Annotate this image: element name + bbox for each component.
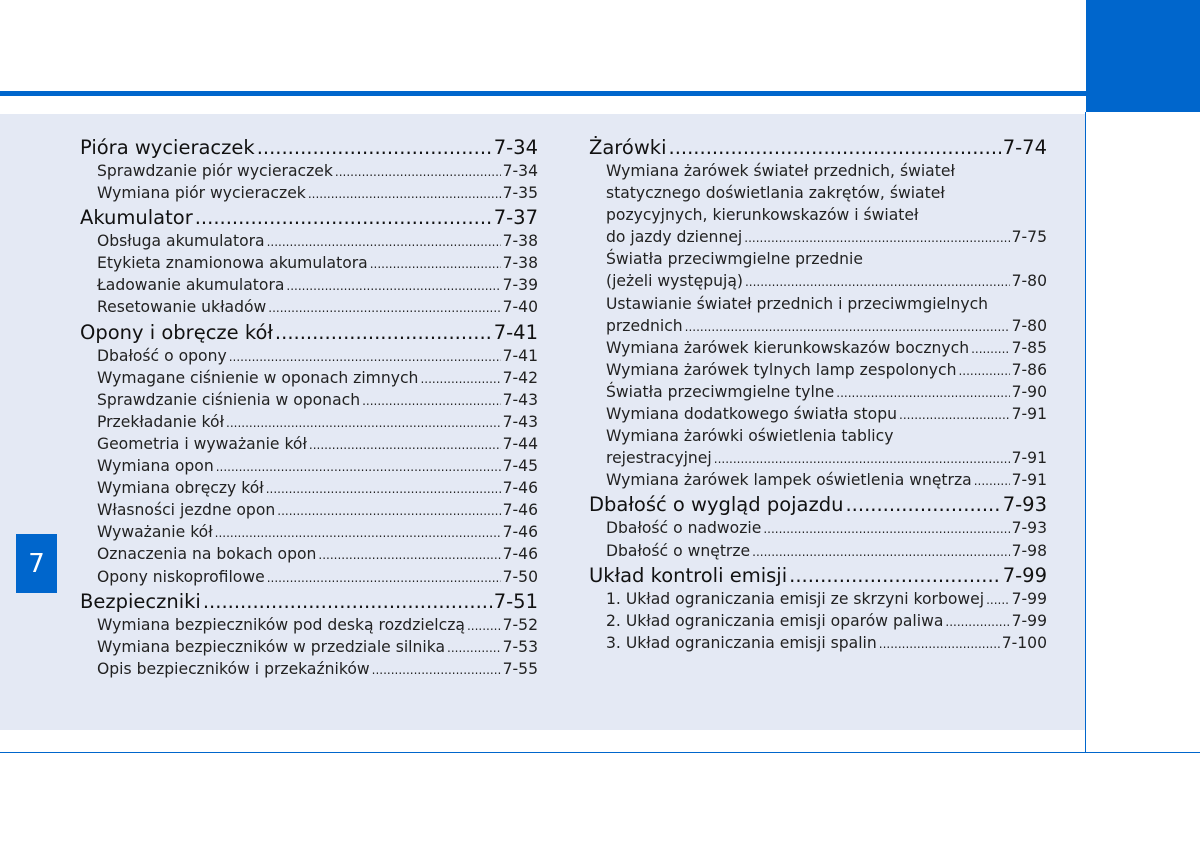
dot-leader	[467, 615, 501, 637]
dot-leader	[216, 456, 501, 478]
toc-page-number: 7-38	[502, 254, 538, 273]
toc-entry-title: Opony niskoprofilowe	[97, 567, 265, 586]
toc-page-number: 7-55	[502, 659, 538, 678]
dot-leader	[226, 412, 501, 434]
toc-entry[interactable]	[80, 499, 538, 521]
dot-leader	[845, 493, 1000, 517]
toc-page-number: 7-43	[502, 390, 538, 409]
toc-entry-title: Wymiana żarówek tylnych lamp zespolonych	[606, 360, 957, 379]
toc-entry[interactable]	[589, 447, 1047, 469]
toc-entry[interactable]	[589, 337, 1047, 359]
dot-leader	[836, 382, 1009, 404]
toc-entry-title: rejestracyjnej	[606, 449, 712, 468]
toc-page-number: 7-41	[493, 320, 538, 344]
toc-entry-title: Wymiana obręczy kół	[97, 479, 264, 498]
dot-leader	[308, 183, 501, 205]
dot-leader	[267, 567, 501, 589]
dot-leader	[277, 500, 500, 522]
dot-leader	[195, 206, 492, 230]
toc-entry-title: Oznaczenia na bokach opon	[97, 545, 317, 564]
toc-page-number: 7-45	[502, 457, 538, 476]
dot-leader	[275, 321, 492, 345]
toc-entry[interactable]	[589, 540, 1047, 562]
toc-page-number: 7-51	[493, 589, 538, 613]
dot-leader	[257, 136, 492, 160]
dot-leader	[899, 404, 1010, 426]
toc-page-number: 7-99	[1002, 563, 1047, 587]
toc-page-number: 7-93	[1011, 519, 1047, 538]
toc-page-number: 7-46	[502, 479, 538, 498]
dot-leader	[986, 589, 1010, 611]
toc-entry[interactable]	[80, 160, 538, 182]
toc-entry[interactable]	[589, 588, 1047, 610]
toc-entry-title: Wymiana bezpieczników w przedziale silnika	[97, 637, 446, 656]
toc-section-heading[interactable]	[80, 206, 538, 230]
toc-entry-title: Etykieta znamionowa akumulatora	[97, 254, 368, 273]
toc-page-number: 7-40	[502, 298, 538, 317]
toc-entry[interactable]	[589, 315, 1047, 337]
toc-section-heading[interactable]	[80, 136, 538, 160]
toc-page-number: 7-100	[1001, 633, 1047, 652]
toc-entry-title: Sprawdzanie ciśnienia w oponach	[97, 390, 361, 409]
toc-entry-title: Dbałość o opony	[97, 346, 227, 365]
toc-continuation-line: pozycyjnych, kierunkowskazów i świateł	[606, 206, 919, 225]
toc-page-number: 7-38	[502, 232, 538, 251]
dot-leader	[335, 161, 501, 183]
toc-continuation-line: Wymiana żarówek świateł przednich, świateł	[606, 162, 955, 180]
toc-entry[interactable]	[589, 270, 1047, 292]
toc-page-number: 7-91	[1011, 405, 1047, 424]
dot-leader	[945, 611, 1009, 633]
toc-page-number: 7-86	[1011, 360, 1047, 379]
dot-leader	[372, 659, 501, 681]
dot-leader	[370, 253, 501, 275]
toc-page-number: 7-42	[502, 368, 538, 387]
dot-leader	[203, 590, 492, 614]
toc-entry-title: Bezpieczniki	[80, 589, 201, 613]
dot-leader	[215, 522, 501, 544]
toc-entry-title: Wymagane ciśnienie w oponach zimnych	[97, 368, 419, 387]
toc-page-number: 7-34	[493, 136, 538, 159]
toc-entry-title: Resetowanie układów	[97, 298, 267, 317]
dot-leader	[752, 541, 1009, 563]
dot-leader	[268, 297, 500, 319]
toc-entry[interactable]	[589, 403, 1047, 425]
toc-page-number: 7-90	[1011, 382, 1047, 401]
dot-leader	[420, 368, 500, 390]
dot-leader	[971, 338, 1010, 360]
toc-entry-title: Wyważanie kół	[97, 523, 213, 542]
toc-entry-title: przednich	[606, 316, 683, 335]
toc-entry[interactable]	[80, 274, 538, 296]
toc-entry[interactable]	[80, 566, 538, 588]
toc-page-number: 7-41	[502, 346, 538, 365]
toc-entry-title: Ładowanie akumulatora	[97, 276, 285, 295]
toc-entry[interactable]	[80, 296, 538, 318]
toc-entry[interactable]	[80, 252, 538, 274]
dot-leader	[745, 271, 1010, 293]
footer-rule	[0, 752, 1200, 753]
dot-leader	[714, 448, 1010, 470]
toc-entry-title: Dbałość o wnętrze	[606, 541, 751, 560]
chapter-tab: 7	[16, 534, 57, 593]
dot-leader	[229, 346, 501, 368]
toc-page-number: 7-52	[502, 615, 538, 634]
toc-page-number: 7-53	[502, 637, 538, 656]
toc-continuation-line: Wymiana żarówki oświetlenia tablicy	[606, 427, 894, 446]
toc-entry-title: Geometria i wyważanie kół	[97, 434, 307, 453]
toc-entry[interactable]	[80, 658, 538, 680]
toc-page-number: 7-50	[502, 567, 538, 586]
toc-entry[interactable]	[80, 230, 538, 252]
toc-page-number: 7-99	[1011, 611, 1047, 630]
toc-entry-title: 1. Układ ograniczania emisji ze skrzyni korbowej	[606, 589, 985, 608]
toc-entry[interactable]	[80, 477, 538, 499]
toc-column-left	[80, 134, 538, 680]
dot-leader	[763, 518, 1009, 540]
toc-entry[interactable]	[589, 610, 1047, 632]
toc-column-right	[589, 134, 1047, 654]
toc-page-number: 7-91	[1011, 471, 1047, 490]
toc-section-heading[interactable]	[589, 493, 1047, 517]
toc-entry[interactable]	[80, 389, 538, 411]
dot-leader	[958, 360, 1009, 382]
dot-leader	[447, 637, 501, 659]
toc-entry-title: Opis bezpieczników i przekaźników	[97, 659, 370, 678]
toc-page-number: 7-80	[1011, 316, 1047, 335]
toc-entry[interactable]	[80, 614, 538, 636]
toc-page-number: 7-80	[1011, 272, 1047, 291]
header-rule	[0, 91, 1086, 96]
dot-leader	[669, 136, 1001, 160]
toc-page-number: 7-91	[1011, 449, 1047, 468]
toc-entry[interactable]	[589, 359, 1047, 381]
toc-page-number: 7-44	[502, 434, 538, 453]
toc-page-number: 7-85	[1011, 338, 1047, 357]
toc-entry-title: Akumulator	[80, 206, 193, 230]
dot-leader	[362, 390, 501, 412]
toc-section-heading[interactable]	[589, 564, 1047, 588]
toc-continuation-line: Ustawianie świateł przednich i przeciwmgielnych	[606, 294, 989, 313]
toc-entry-title: Wymiana żarówek kierunkowskazów bocznych	[606, 338, 970, 357]
toc-continuation-line: Światła przeciwmgielne przednie	[606, 250, 863, 269]
toc-entry-title: Przekładanie kół	[97, 412, 225, 431]
toc-page-number: 7-46	[502, 501, 538, 520]
toc-entry-title: Dbałość o nadwozie	[606, 519, 762, 538]
toc-page-number: 7-39	[502, 276, 538, 295]
dot-leader	[267, 231, 501, 253]
toc-entry[interactable]	[589, 469, 1047, 491]
dot-leader	[309, 434, 501, 456]
toc-entry-title: Opony i obręcze kół	[80, 320, 273, 344]
toc-page-number: 7-75	[1011, 228, 1047, 247]
toc-entry-title: Wymiana żarówek lampek oświetlenia wnętrza	[606, 471, 972, 490]
toc-section-heading[interactable]	[80, 321, 538, 345]
toc-entry-title: Sprawdzanie piór wycieraczek	[97, 162, 333, 180]
toc-page-number: 7-46	[502, 523, 538, 542]
dot-leader	[974, 470, 1010, 492]
toc-entry[interactable]	[589, 632, 1047, 654]
toc-entry[interactable]	[80, 521, 538, 543]
toc-page-number: 7-37	[493, 206, 538, 230]
toc-entry[interactable]	[80, 455, 538, 477]
toc-entry-title: Układ kontroli emisji	[589, 563, 788, 587]
toc-section-heading[interactable]	[589, 136, 1047, 160]
toc-page-number: 7-46	[502, 545, 538, 564]
toc-page-number: 7-43	[502, 412, 538, 431]
dot-leader	[685, 316, 1010, 338]
toc-entry-title: 2. Układ ograniczania emisji oparów paliwa	[606, 611, 944, 630]
toc-entry[interactable]	[589, 226, 1047, 248]
toc-entry-title: Żarówki	[589, 136, 667, 159]
toc-entry-title: Wymiana opon	[97, 457, 214, 476]
toc-page-number: 7-93	[1002, 493, 1047, 517]
dot-leader	[744, 227, 1009, 249]
toc-entry-title: Dbałość o wygląd pojazdu	[589, 493, 844, 517]
dot-leader	[789, 564, 1001, 588]
toc-entry[interactable]	[80, 367, 538, 389]
toc-entry[interactable]	[80, 543, 538, 565]
toc-entry[interactable]	[80, 411, 538, 433]
toc-entry-title: (jeżeli występują)	[606, 272, 743, 291]
dot-leader	[318, 544, 500, 566]
toc-entry-title: Wymiana piór wycieraczek	[97, 184, 306, 203]
toc-entry-title: 3. Układ ograniczania emisji spalin	[606, 633, 877, 652]
toc-entry-title: Obsługa akumulatora	[97, 232, 265, 251]
toc-page-number: 7-99	[1011, 589, 1047, 608]
toc-entry-title: Światła przeciwmgielne tylne	[606, 382, 835, 401]
corner-color-block	[1086, 0, 1200, 112]
toc-entry[interactable]	[80, 182, 538, 204]
margin-rule	[1085, 112, 1086, 753]
toc-page-number: 7-34	[502, 162, 538, 180]
dot-leader	[286, 275, 500, 297]
toc-entry-title: do jazdy dziennej	[606, 228, 743, 247]
toc-entry[interactable]	[589, 517, 1047, 539]
toc-page-number: 7-74	[1002, 136, 1047, 159]
toc-entry[interactable]	[80, 433, 538, 455]
dot-leader	[266, 478, 501, 500]
toc-page-number: 7-35	[502, 184, 538, 203]
dot-leader	[879, 633, 1000, 655]
toc-entry-title: Wymiana dodatkowego światła stopu	[606, 405, 897, 424]
toc-continuation-line: statycznego doświetlania zakrętów, świateł	[606, 184, 945, 203]
toc-page-number: 7-98	[1011, 541, 1047, 560]
toc-entry-title: Pióra wycieraczek	[80, 136, 255, 159]
toc-entry[interactable]	[80, 345, 538, 367]
toc-entry[interactable]	[80, 636, 538, 658]
toc-entry[interactable]	[589, 381, 1047, 403]
toc-section-heading[interactable]	[80, 590, 538, 614]
toc-entry-title: Własności jezdne opon	[97, 501, 276, 520]
toc-entry-title: Wymiana bezpieczników pod deską rozdzielczą	[97, 615, 465, 634]
